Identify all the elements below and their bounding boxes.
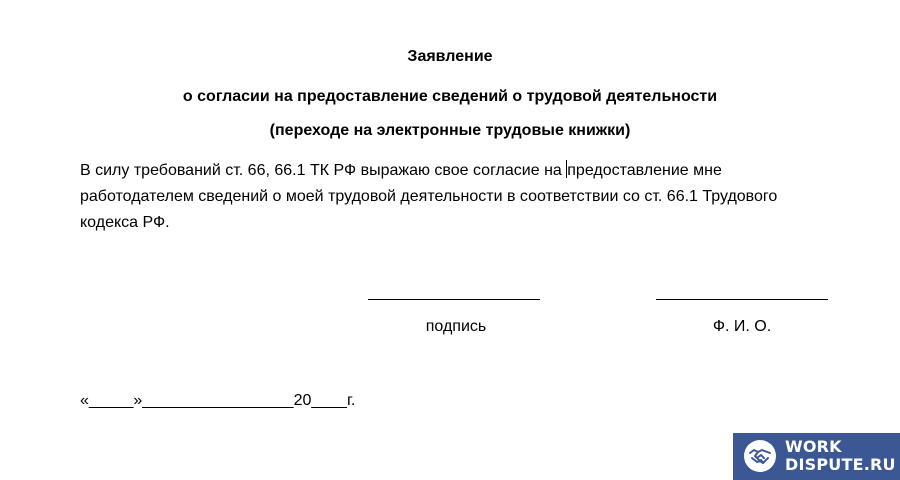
logo-text-line-2: DISPUTE.RU [785, 455, 896, 474]
logo-text-line-1: WORK [785, 437, 842, 456]
signature-label: подпись [425, 318, 487, 335]
body-text-part-2: предоставление мне работодателем сведений о моей трудовой деятельности в соответствии со ст. 66.1 Трудового кодекса РФ. [80, 162, 778, 231]
name-label: Ф. И. О. [712, 318, 772, 335]
document-title: Заявление [407, 48, 493, 65]
workdispute-logo[interactable] [733, 433, 900, 480]
name-line [656, 299, 828, 300]
date-line: «_____»_________________20____г. [80, 392, 356, 409]
signature-line [368, 299, 540, 300]
body-text-part-1: В силу требований ст. 66, 66.1 ТК РФ выражаю свое согласие на [80, 162, 567, 179]
handshake-icon [743, 439, 777, 473]
document-body[interactable] [80, 158, 820, 236]
document-subtitle: о согласии на предоставление сведений о трудовой деятельности [182, 88, 718, 105]
logo-text [785, 438, 897, 474]
document-subtitle-2: (переходе на электронные трудовые книжки) [269, 122, 631, 139]
